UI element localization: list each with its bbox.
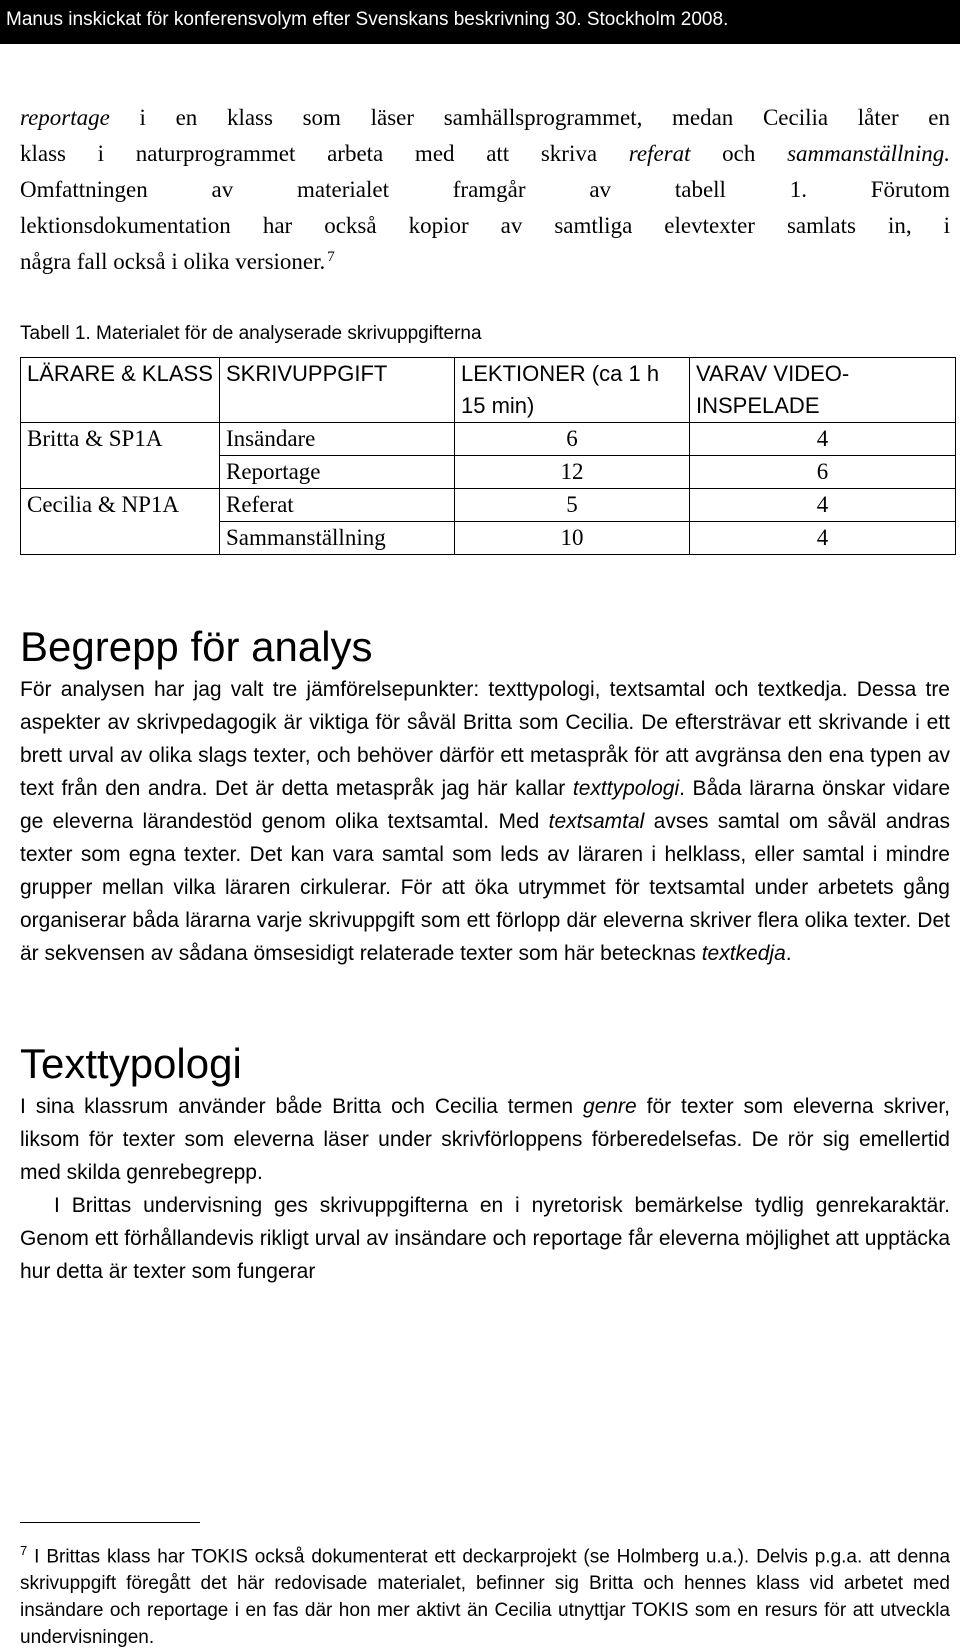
cell-video: 6 (690, 456, 956, 489)
cell-lessons: 6 (455, 423, 690, 456)
s2-text-b: för texter som eleverna skriver, liksom för texter som eleverna läser under skrivförloppens förberedelsefas. De rör sig emellertid med skilda genrebegrepp. (20, 1095, 950, 1184)
materials-table (20, 357, 956, 555)
intro-line-2a: klass i naturprogrammet arbeta med att skriva (20, 141, 629, 166)
intro-line-3: Omfattningen av materialet framgår av tabell 1. Förutom (20, 177, 950, 202)
s1-italic-textkedja: textkedja (701, 942, 786, 965)
footnote-7 (20, 1537, 950, 1651)
cell-teacher: Cecilia & NP1A (21, 489, 220, 555)
s1-italic-texttypologi: texttypologi (572, 777, 680, 800)
page-header: Manus inskickat för konferensvolym efter Svenskans beskrivning 30. Stockholm 2008. (0, 0, 960, 44)
section-heading-begrepp: Begrepp för analys (20, 623, 373, 670)
intro-line-2b: och (690, 141, 788, 166)
cell-task: Insändare (220, 423, 455, 456)
header-lessons: LEKTIONER (ca 1 h 15 min) (455, 358, 690, 423)
s1-text-d: . (785, 942, 792, 965)
intro-italic-reportage: reportage (20, 105, 110, 130)
intro-line-1: i en klass som läser samhällsprogrammet, medan Cecilia låter en (109, 105, 950, 130)
s2-text-a: I sina klassrum använder både Britta och Cecilia termen (20, 1095, 584, 1118)
header-writing-task: SKRIVUPPGIFT (220, 358, 455, 423)
section2-paragraph-2: I Brittas undervisning ges skrivuppgifterna en i nyretorisk bemärkelse tydlig genrekaraktär. Genom ett förhållandevis rikligt urval av insändare och reportage får eleverna möjlighet att upptäcka hur detta är texter som fungerar (20, 1194, 950, 1283)
section2-paragraph-1 (20, 1090, 950, 1189)
cell-video: 4 (690, 423, 956, 456)
table-row (21, 423, 956, 456)
intro-italic-sammanstallning: sammanställning. (787, 141, 950, 166)
table-caption: Tabell 1. Materialet för de analyserade skrivuppgifterna (20, 323, 482, 344)
s2-italic-genre: genre (583, 1095, 637, 1118)
intro-italic-referat: referat (628, 141, 691, 166)
footnotes (20, 1522, 950, 1651)
footnote-ref[interactable]: 7 (327, 249, 335, 265)
section1-paragraph (20, 673, 950, 970)
cell-lessons: 5 (455, 489, 690, 522)
s1-italic-textsamtal: textsamtal (548, 810, 645, 833)
s1-text-c: avses samtal om såväl andras texter som egna texter. Det kan vara samtal som leds av läraren i helklass, eller samtal i mindre grupper mellan vilka läraren cirkulerar. För att öka utrymmet för textsamtal under arbetets gång organiserar båda lärarna varje skrivuppgift som ett förlopp där eleverna skriver flera olika texter. Det är sekvensen av sådana ömsesidigt relaterade texter som här betecknas (20, 810, 950, 965)
intro-line-5: några fall också i olika versioner. (20, 249, 326, 274)
s1-text-b: . Båda lärarna önskar vidare ge eleverna lärandestöd genom olika textsamtal. Med (20, 777, 951, 833)
cell-teacher: Britta & SP1A (21, 423, 220, 489)
cell-task: Reportage (220, 456, 455, 489)
header-video-recorded: VARAV VIDEO-INSPELADE (690, 358, 956, 423)
cell-video: 4 (690, 522, 956, 555)
table-header-row (21, 358, 956, 423)
intro-paragraph (20, 100, 950, 283)
intro-line-4: lektionsdokumentation har också kopior av samtliga elevtexter samlats in, i (20, 213, 950, 238)
section-heading-texttypologi: Texttypologi (20, 1040, 242, 1087)
s1-text-a: För analysen har jag valt tre jämförelsepunkter: texttypologi, textsamtal och textkedja. Dessa tre aspekter av skrivpedagogik är viktiga för såväl Britta som Cecilia. De eftersträvar ett skrivande i ett brett urval av olika slags texter, och behöver därför ett metaspråk för att avgränsa den ena typen av text från den andra. Det är detta metaspråk jag här kallar (20, 678, 950, 800)
cell-lessons: 10 (455, 522, 690, 555)
page-body (20, 100, 950, 1288)
cell-task: Referat (220, 489, 455, 522)
footnote-number: 7 (20, 1543, 28, 1558)
footnote-divider (20, 1522, 200, 1523)
cell-lessons: 12 (455, 456, 690, 489)
cell-video: 4 (690, 489, 956, 522)
table-row (21, 489, 956, 522)
cell-task: Sammanställning (220, 522, 455, 555)
footnote-text: I Brittas klass har TOKIS också dokumenterat ett deckarprojekt (se Holmberg u.a.). Delvis p.g.a. att denna skrivuppgift föregått det här redovisade materialet, befinner sig Britta och hennes klass vid arbetet med insändare och reportage i en fas där hon mer aktivt än Cecilia utnyttjar TOKIS som en resurs för att utveckla undervisningen. (20, 1546, 951, 1649)
header-teacher-class: LÄRARE & KLASS (21, 358, 220, 423)
